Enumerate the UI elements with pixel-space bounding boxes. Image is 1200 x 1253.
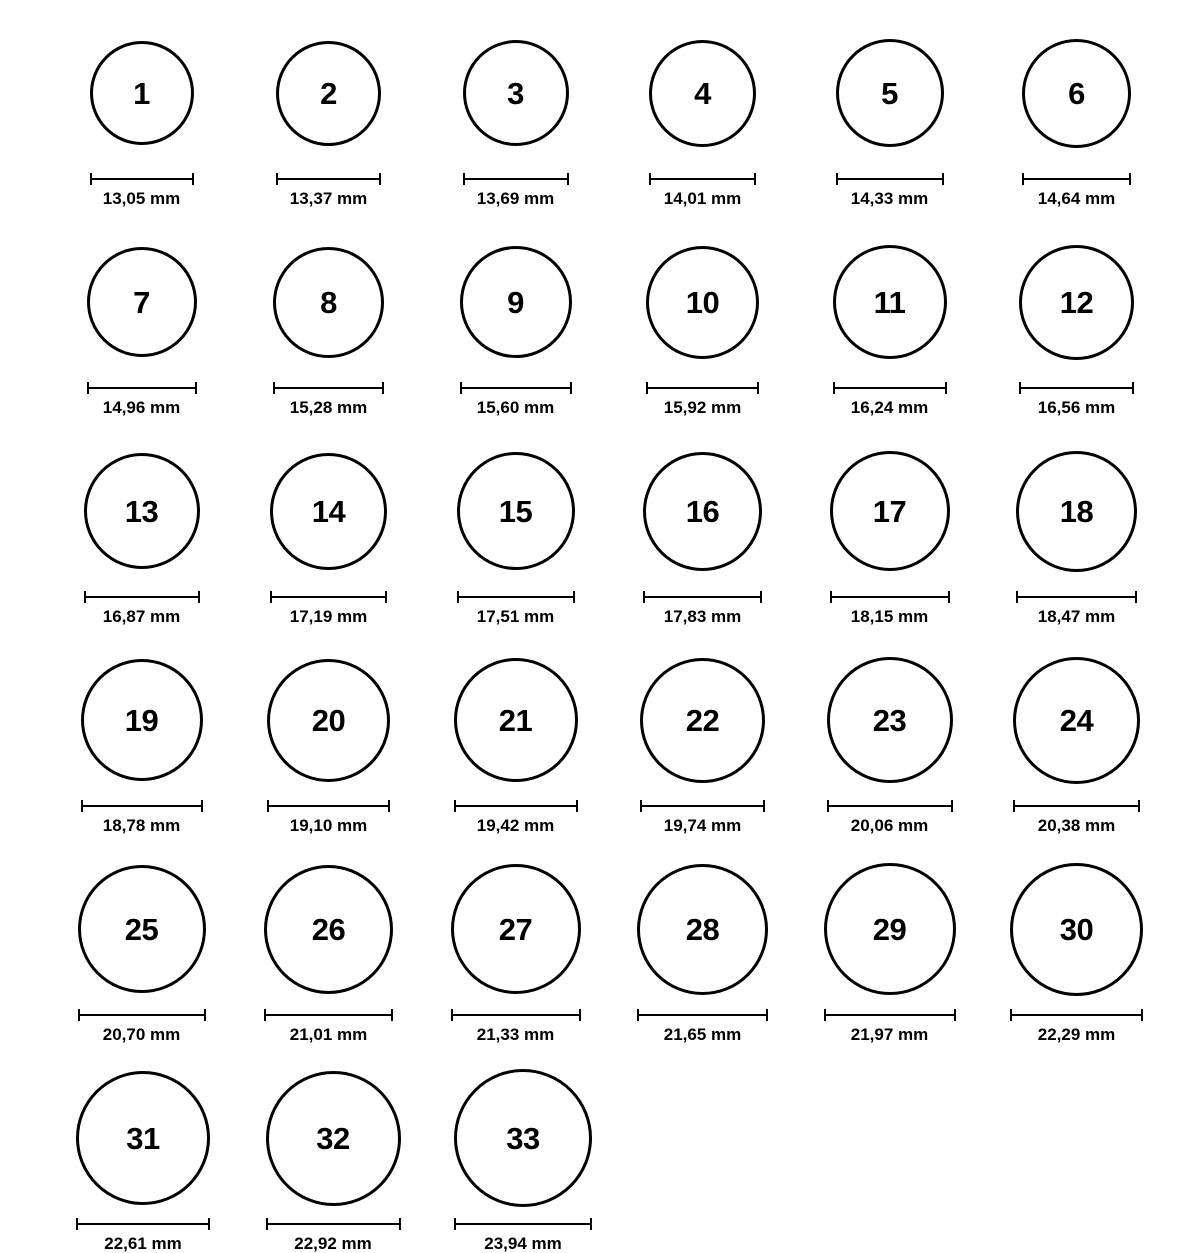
ring-circle-wrap [451, 858, 581, 1000]
ring-circle-wrap [643, 440, 762, 582]
diameter-label: 15,92 mm [663, 398, 742, 417]
measure-cap-right [1132, 382, 1134, 394]
ring-size-number: 12 [1059, 284, 1094, 320]
ring-size-number: 7 [133, 284, 150, 320]
ring-circle [1019, 245, 1134, 360]
measure-cap-right [754, 173, 756, 185]
measure-line [1022, 178, 1131, 180]
diameter-measure-bar [76, 1218, 210, 1230]
diameter-measure-bar [270, 591, 387, 603]
diameter-label: 19,74 mm [663, 816, 742, 835]
ring-size-number: 10 [685, 284, 720, 320]
ring-circle-wrap [270, 440, 387, 582]
ring-circle [637, 864, 768, 995]
diameter-measure-bar [1022, 173, 1131, 185]
ring-size-number: 26 [311, 911, 346, 947]
ring-circle-wrap [87, 231, 197, 373]
diameter-label: 17,51 mm [476, 607, 555, 626]
ring-circle [270, 453, 387, 570]
ring-size-cell [983, 440, 1170, 625]
ring-circle-wrap [78, 858, 206, 1000]
ring-circle [87, 247, 197, 357]
diameter-measure-bar [836, 173, 944, 185]
diameter-label: 20,38 mm [1037, 816, 1116, 835]
measure-line [451, 1014, 581, 1016]
ring-circle [78, 865, 206, 993]
measure-cap-right [198, 591, 200, 603]
ring-size-cell [422, 858, 609, 1043]
ring-size-cell [796, 649, 983, 834]
ring-size-cell [235, 440, 422, 625]
diameter-measure-bar [1019, 382, 1134, 394]
ring-circle [266, 1071, 401, 1206]
measure-cap-right [391, 1009, 393, 1021]
measure-line [266, 1223, 401, 1225]
ring-circle-wrap [273, 231, 384, 373]
ring-size-row [48, 440, 1170, 625]
measure-line [78, 1014, 206, 1016]
ring-size-row [48, 649, 1170, 834]
ring-circle [1016, 451, 1137, 572]
diameter-label: 14,64 mm [1037, 189, 1116, 208]
diameter-measure-bar [266, 1218, 401, 1230]
ring-circle-wrap [649, 22, 756, 164]
diameter-measure-bar [1016, 591, 1137, 603]
diameter-measure-bar [637, 1009, 768, 1021]
measure-line [454, 1223, 592, 1225]
ring-size-cell [609, 649, 796, 834]
ring-size-cell [235, 231, 422, 416]
ring-circle-wrap [637, 858, 768, 1000]
ring-size-cell [422, 22, 609, 207]
ring-size-number: 13 [124, 493, 159, 529]
diameter-measure-bar [646, 382, 759, 394]
ring-size-cell [983, 858, 1170, 1043]
ring-circle [84, 453, 200, 569]
measure-line [273, 387, 384, 389]
diameter-measure-bar [273, 382, 384, 394]
ring-circle [273, 247, 384, 358]
ring-size-number: 22 [685, 702, 720, 738]
ring-circle-wrap [264, 858, 393, 1000]
diameter-label: 22,61 mm [104, 1234, 182, 1253]
diameter-measure-bar [81, 800, 203, 812]
measure-cap-right [945, 382, 947, 394]
ring-size-cell [235, 649, 422, 834]
measure-cap-right [760, 591, 762, 603]
diameter-measure-bar [264, 1009, 393, 1021]
measure-cap-right [208, 1218, 210, 1230]
ring-circle [640, 658, 765, 783]
diameter-label: 21,01 mm [289, 1025, 368, 1044]
ring-size-cell [422, 440, 609, 625]
ring-circle-wrap [824, 858, 956, 1000]
diameter-measure-bar [640, 800, 765, 812]
measure-line [90, 178, 194, 180]
diameter-label: 19,10 mm [289, 816, 368, 835]
ring-size-cell [422, 649, 609, 834]
ring-size-row [48, 231, 1170, 416]
measure-line [1013, 805, 1140, 807]
diameter-label: 21,97 mm [850, 1025, 929, 1044]
measure-line [649, 178, 756, 180]
ring-size-cell [48, 858, 235, 1043]
ring-size-number: 17 [872, 493, 907, 529]
diameter-label: 23,94 mm [484, 1234, 562, 1253]
ring-circle-wrap [460, 231, 572, 373]
ring-size-number: 3 [507, 75, 524, 111]
diameter-measure-bar [643, 591, 762, 603]
diameter-label: 16,56 mm [1037, 398, 1116, 417]
ring-circle [81, 659, 203, 781]
ring-circle-wrap [457, 440, 575, 582]
measure-cap-right [385, 591, 387, 603]
diameter-measure-bar [463, 173, 569, 185]
diameter-label: 15,60 mm [476, 398, 555, 417]
diameter-measure-bar [460, 382, 572, 394]
ring-size-cell [796, 440, 983, 625]
ring-circle [76, 1071, 210, 1205]
diameter-measure-bar [1010, 1009, 1143, 1021]
ring-circle-wrap [640, 649, 765, 791]
ring-size-number: 6 [1068, 75, 1085, 111]
ring-circle-wrap [76, 1067, 210, 1209]
diameter-measure-bar [454, 800, 578, 812]
ring-circle-wrap [463, 22, 569, 164]
measure-cap-right [399, 1218, 401, 1230]
ring-size-number: 32 [316, 1120, 350, 1156]
diameter-label: 18,47 mm [1037, 607, 1116, 626]
ring-size-number: 33 [506, 1120, 540, 1156]
ring-size-cell [796, 22, 983, 207]
measure-line [643, 596, 762, 598]
diameter-label: 13,37 mm [289, 189, 368, 208]
measure-cap-right [195, 382, 197, 394]
diameter-label: 19,42 mm [476, 816, 555, 835]
measure-line [276, 178, 381, 180]
diameter-label: 16,24 mm [850, 398, 929, 417]
diameter-label: 20,70 mm [102, 1025, 181, 1044]
diameter-label: 14,33 mm [850, 189, 929, 208]
measure-line [460, 387, 572, 389]
ring-size-cell [983, 231, 1170, 416]
ring-circle-wrap [454, 649, 578, 791]
ring-circle [454, 1069, 592, 1207]
measure-cap-right [766, 1009, 768, 1021]
diameter-label: 20,06 mm [850, 816, 929, 835]
measure-cap-right [1138, 800, 1140, 812]
ring-size-number: 27 [498, 911, 533, 947]
measure-cap-right [948, 591, 950, 603]
measure-cap-right [1129, 173, 1131, 185]
diameter-measure-bar [84, 591, 200, 603]
measure-cap-right [201, 800, 203, 812]
diameter-measure-bar [824, 1009, 956, 1021]
ring-size-number: 11 [873, 284, 906, 320]
ring-size-cell [609, 231, 796, 416]
ring-size-number: 15 [498, 493, 533, 529]
ring-circle [451, 864, 581, 994]
measure-line [81, 805, 203, 807]
diameter-label: 15,28 mm [289, 398, 368, 417]
measure-line [1016, 596, 1137, 598]
measure-cap-right [954, 1009, 956, 1021]
ring-circle [463, 40, 569, 146]
measure-cap-right [573, 591, 575, 603]
ring-size-row [48, 22, 1170, 207]
ring-circle [267, 659, 390, 782]
diameter-measure-bar [649, 173, 756, 185]
ring-circle-wrap [90, 22, 194, 164]
ring-size-number: 2 [320, 75, 337, 111]
diameter-measure-bar [451, 1009, 581, 1021]
ring-size-cell [235, 858, 422, 1043]
ring-circle-wrap [1010, 858, 1143, 1000]
ring-circle [1010, 863, 1143, 996]
measure-line [270, 596, 387, 598]
diameter-label: 17,83 mm [663, 607, 742, 626]
ring-size-number: 14 [311, 493, 346, 529]
diameter-measure-bar [457, 591, 575, 603]
measure-line [640, 805, 765, 807]
ring-size-cell [48, 440, 235, 625]
ring-circle-wrap [84, 440, 200, 582]
ring-size-number: 4 [694, 75, 711, 111]
measure-cap-right [567, 173, 569, 185]
ring-size-number: 18 [1059, 493, 1094, 529]
diameter-label: 14,01 mm [663, 189, 742, 208]
ring-circle-wrap [1022, 22, 1131, 164]
ring-circle [646, 246, 759, 359]
measure-cap-right [576, 800, 578, 812]
measure-cap-right [757, 382, 759, 394]
ring-circle [457, 452, 575, 570]
measure-line [87, 387, 197, 389]
measure-cap-right [590, 1218, 592, 1230]
ring-circle-wrap [827, 649, 953, 791]
ring-size-number: 9 [507, 284, 524, 320]
ring-circle [90, 41, 194, 145]
ring-size-cell [48, 22, 235, 207]
ring-circle-wrap [833, 231, 947, 373]
ring-size-cell [983, 22, 1170, 207]
ring-circle-wrap [830, 440, 950, 582]
measure-line [1019, 387, 1134, 389]
ring-size-cell [609, 858, 796, 1043]
ring-size-number: 5 [881, 75, 898, 111]
diameter-label: 18,78 mm [102, 816, 181, 835]
ring-size-cell [609, 22, 796, 207]
measure-line [76, 1223, 210, 1225]
measure-cap-right [1141, 1009, 1143, 1021]
diameter-measure-bar [276, 173, 381, 185]
ring-circle [827, 657, 953, 783]
ring-size-number: 25 [124, 911, 159, 947]
ring-size-cell [48, 649, 235, 834]
measure-line [84, 596, 200, 598]
ring-size-number: 16 [685, 493, 720, 529]
ring-size-number: 20 [311, 702, 346, 738]
diameter-measure-bar [833, 382, 947, 394]
ring-size-row [48, 1067, 1170, 1252]
ring-size-cell [796, 231, 983, 416]
ring-circle [643, 452, 762, 571]
ring-circle [264, 865, 393, 994]
ring-size-cell [238, 1067, 428, 1252]
ring-size-number: 23 [872, 702, 907, 738]
ring-size-cell [609, 440, 796, 625]
measure-cap-right [388, 800, 390, 812]
diameter-label: 17,19 mm [289, 607, 368, 626]
diameter-measure-bar [267, 800, 390, 812]
ring-size-number: 28 [685, 911, 720, 947]
measure-line [457, 596, 575, 598]
ring-size-cell [422, 231, 609, 416]
diameter-label: 16,87 mm [102, 607, 181, 626]
ring-circle-wrap [276, 22, 381, 164]
diameter-label: 18,15 mm [850, 607, 929, 626]
ring-circle-wrap [266, 1067, 401, 1209]
ring-circle [1022, 39, 1131, 148]
measure-cap-right [942, 173, 944, 185]
diameter-label: 14,96 mm [102, 398, 181, 417]
ring-circle [460, 246, 572, 358]
diameter-measure-bar [830, 591, 950, 603]
diameter-measure-bar [78, 1009, 206, 1021]
ring-circle [833, 245, 947, 359]
measure-line [1010, 1014, 1143, 1016]
ring-size-cell [796, 858, 983, 1043]
ring-size-number: 19 [124, 702, 159, 738]
ring-circle [830, 451, 950, 571]
measure-cap-right [379, 173, 381, 185]
ring-circle [649, 40, 756, 147]
measure-cap-right [951, 800, 953, 812]
ring-circle-wrap [1019, 231, 1134, 373]
diameter-measure-bar [87, 382, 197, 394]
ring-circle-wrap [267, 649, 390, 791]
ring-size-number: 1 [133, 75, 150, 111]
measure-line [637, 1014, 768, 1016]
ring-circle [836, 39, 944, 147]
ring-size-cell [428, 1067, 618, 1252]
measure-cap-right [579, 1009, 581, 1021]
diameter-label: 13,05 mm [102, 189, 181, 208]
diameter-label: 21,33 mm [476, 1025, 555, 1044]
ring-circle [824, 863, 956, 995]
measure-cap-right [204, 1009, 206, 1021]
ring-circle [454, 658, 578, 782]
ring-size-cell [235, 22, 422, 207]
ring-size-cell [48, 1067, 238, 1252]
ring-circle [276, 41, 381, 146]
measure-line [827, 805, 953, 807]
ring-circle-wrap [646, 231, 759, 373]
ring-circle [1013, 657, 1140, 784]
measure-cap-right [763, 800, 765, 812]
measure-line [454, 805, 578, 807]
diameter-measure-bar [90, 173, 194, 185]
measure-cap-right [570, 382, 572, 394]
ring-size-number: 24 [1059, 702, 1094, 738]
ring-circle-wrap [836, 22, 944, 164]
measure-cap-right [192, 173, 194, 185]
ring-size-cell [983, 649, 1170, 834]
ring-circle-wrap [454, 1067, 592, 1209]
ring-size-number: 30 [1059, 911, 1094, 947]
diameter-measure-bar [454, 1218, 592, 1230]
ring-size-row [48, 858, 1170, 1043]
measure-cap-right [382, 382, 384, 394]
measure-line [824, 1014, 956, 1016]
ring-size-number: 29 [872, 911, 907, 947]
measure-line [646, 387, 759, 389]
measure-line [833, 387, 947, 389]
measure-line [264, 1014, 393, 1016]
diameter-label: 22,29 mm [1037, 1025, 1116, 1044]
measure-line [836, 178, 944, 180]
measure-line [463, 178, 569, 180]
ring-size-number: 8 [320, 284, 337, 320]
measure-line [267, 805, 390, 807]
diameter-label: 22,92 mm [294, 1234, 372, 1253]
ring-circle-wrap [1013, 649, 1140, 791]
ring-size-number: 31 [126, 1120, 160, 1156]
ring-circle-wrap [1016, 440, 1137, 582]
ring-circle-wrap [81, 649, 203, 791]
diameter-label: 13,69 mm [476, 189, 555, 208]
ring-size-cell [48, 231, 235, 416]
ring-size-number: 21 [498, 702, 533, 738]
diameter-measure-bar [827, 800, 953, 812]
diameter-measure-bar [1013, 800, 1140, 812]
measure-line [830, 596, 950, 598]
diameter-label: 21,65 mm [663, 1025, 742, 1044]
measure-cap-right [1135, 591, 1137, 603]
